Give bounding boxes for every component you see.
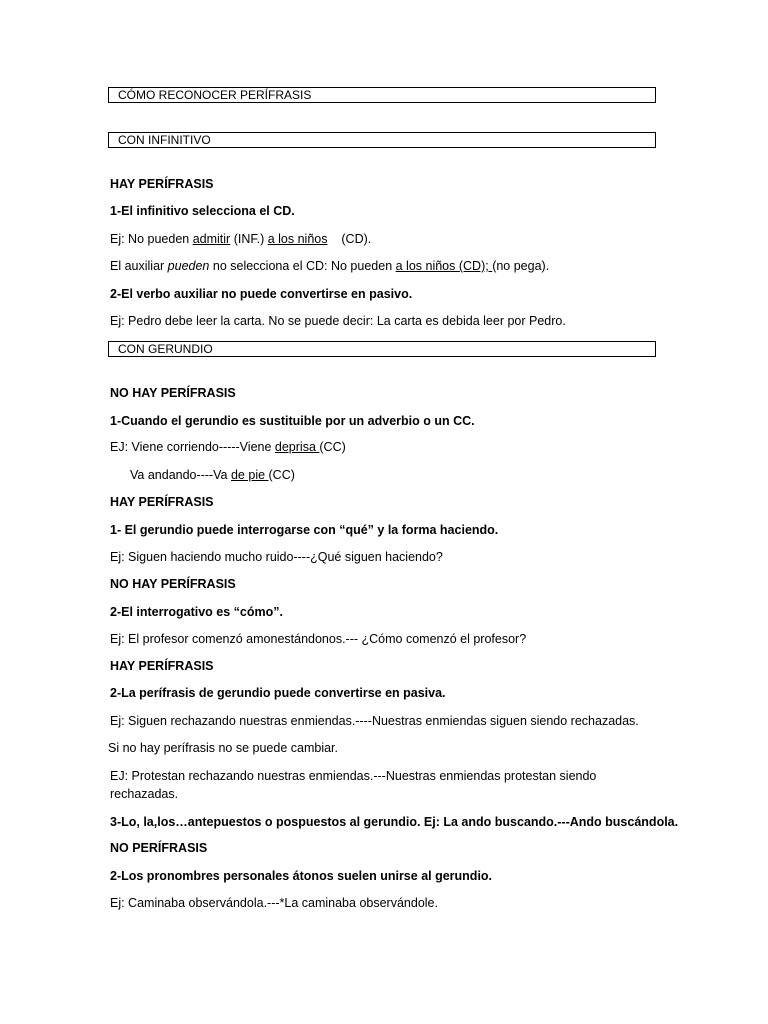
example-text: (INF.) bbox=[230, 232, 268, 246]
note-gerundio-4: Si no hay perífrasis no se puede cambiar. bbox=[108, 741, 338, 755]
italic-term: pueden bbox=[167, 259, 210, 273]
underlined-term: admitir bbox=[192, 232, 231, 246]
example-gerundio-4: Ej: Siguen rechazando nuestras enmiendas.----Nuestras enmiendas siguen siendo rechazadas. bbox=[110, 714, 639, 728]
example-gerundio-5-line1: EJ: Protestan rechazando nuestras enmiendas.---Nuestras enmiendas protestan siendo bbox=[110, 769, 597, 783]
underlined-term: a los niños (CD); bbox=[395, 259, 493, 273]
rule-infinitivo-1: 1-El infinitivo selecciona el CD. bbox=[110, 204, 295, 218]
title-box bbox=[108, 87, 656, 103]
rule-gerundio-1: 1-Cuando el gerundio es sustituible por un adverbio o un CC. bbox=[110, 414, 475, 428]
example-text: Va andando----Va bbox=[130, 468, 231, 482]
heading-hay-perifrasis-2: HAY PERÍFRASIS bbox=[110, 495, 214, 509]
underlined-term: deprisa bbox=[274, 440, 320, 454]
underlined-term: a los niños bbox=[267, 232, 328, 246]
example-gerundio-1b bbox=[130, 467, 295, 483]
example-gerundio-2: Ej: Siguen haciendo mucho ruido----¿Qué siguen haciendo? bbox=[110, 550, 443, 564]
section-box-gerundio bbox=[108, 341, 656, 357]
example-gerundio-5-line2: rechazadas. bbox=[110, 787, 179, 801]
heading-no-perifrasis: NO PERÍFRASIS bbox=[110, 841, 208, 855]
example-gerundio-3: Ej: El profesor comenzó amonestándonos.--- ¿Cómo comenzó el profesor? bbox=[110, 632, 527, 646]
rule-gerundio-3: 2-El interrogativo es “cómo”. bbox=[110, 605, 283, 619]
heading-hay-perifrasis-3: HAY PERÍFRASIS bbox=[110, 659, 214, 673]
auxiliar-explanation bbox=[110, 258, 549, 274]
rule-gerundio-5: 3-Lo, la,los…antepuestos o pospuestos al gerundio. Ej: La ando buscando.---Ando buscándola. bbox=[110, 815, 679, 829]
example-gerundio-6: Ej: Caminaba observándola.---*La caminaba observándole. bbox=[110, 896, 438, 910]
example-text: EJ: Viene corriendo-----Viene bbox=[110, 440, 275, 454]
rule-gerundio-4: 2-La perífrasis de gerundio puede convertirse en pasiva. bbox=[110, 686, 446, 700]
section-title-infinitivo: CON INFINITIVO bbox=[118, 133, 211, 147]
example-text: Ej: No pueden bbox=[110, 232, 193, 246]
section-title-gerundio: CON GERUNDIO bbox=[118, 342, 213, 356]
example-text: (CD). bbox=[327, 232, 372, 246]
example-text: (CC) bbox=[319, 440, 346, 454]
explanation-text: no selecciona el CD: No pueden bbox=[209, 259, 396, 273]
rule-gerundio-6: 2-Los pronombres personales átonos suelen unirse al gerundio. bbox=[110, 869, 493, 883]
example-infinitivo-1 bbox=[110, 231, 371, 247]
heading-hay-perifrasis: HAY PERÍFRASIS bbox=[110, 177, 214, 191]
rule-gerundio-2: 1- El gerundio puede interrogarse con “qué” y la forma haciendo. bbox=[110, 523, 499, 537]
example-infinitivo-2: Ej: Pedro debe leer la carta. No se puede decir: La carta es debida leer por Pedro. bbox=[110, 314, 566, 328]
underlined-term: de pie bbox=[230, 468, 269, 482]
heading-no-hay-perifrasis-2: NO HAY PERÍFRASIS bbox=[110, 577, 236, 591]
example-text: (CC) bbox=[268, 468, 295, 482]
rule-infinitivo-2: 2-El verbo auxiliar no puede convertirse en pasivo. bbox=[110, 287, 413, 301]
explanation-text: (no pega). bbox=[492, 259, 550, 273]
example-gerundio-1 bbox=[110, 439, 346, 455]
section-box-infinitivo bbox=[108, 132, 656, 148]
heading-no-hay-perifrasis: NO HAY PERÍFRASIS bbox=[110, 386, 236, 400]
document-title: CÓMO RECONOCER PERÍFRASIS bbox=[118, 88, 312, 102]
explanation-text: El auxiliar bbox=[110, 259, 168, 273]
